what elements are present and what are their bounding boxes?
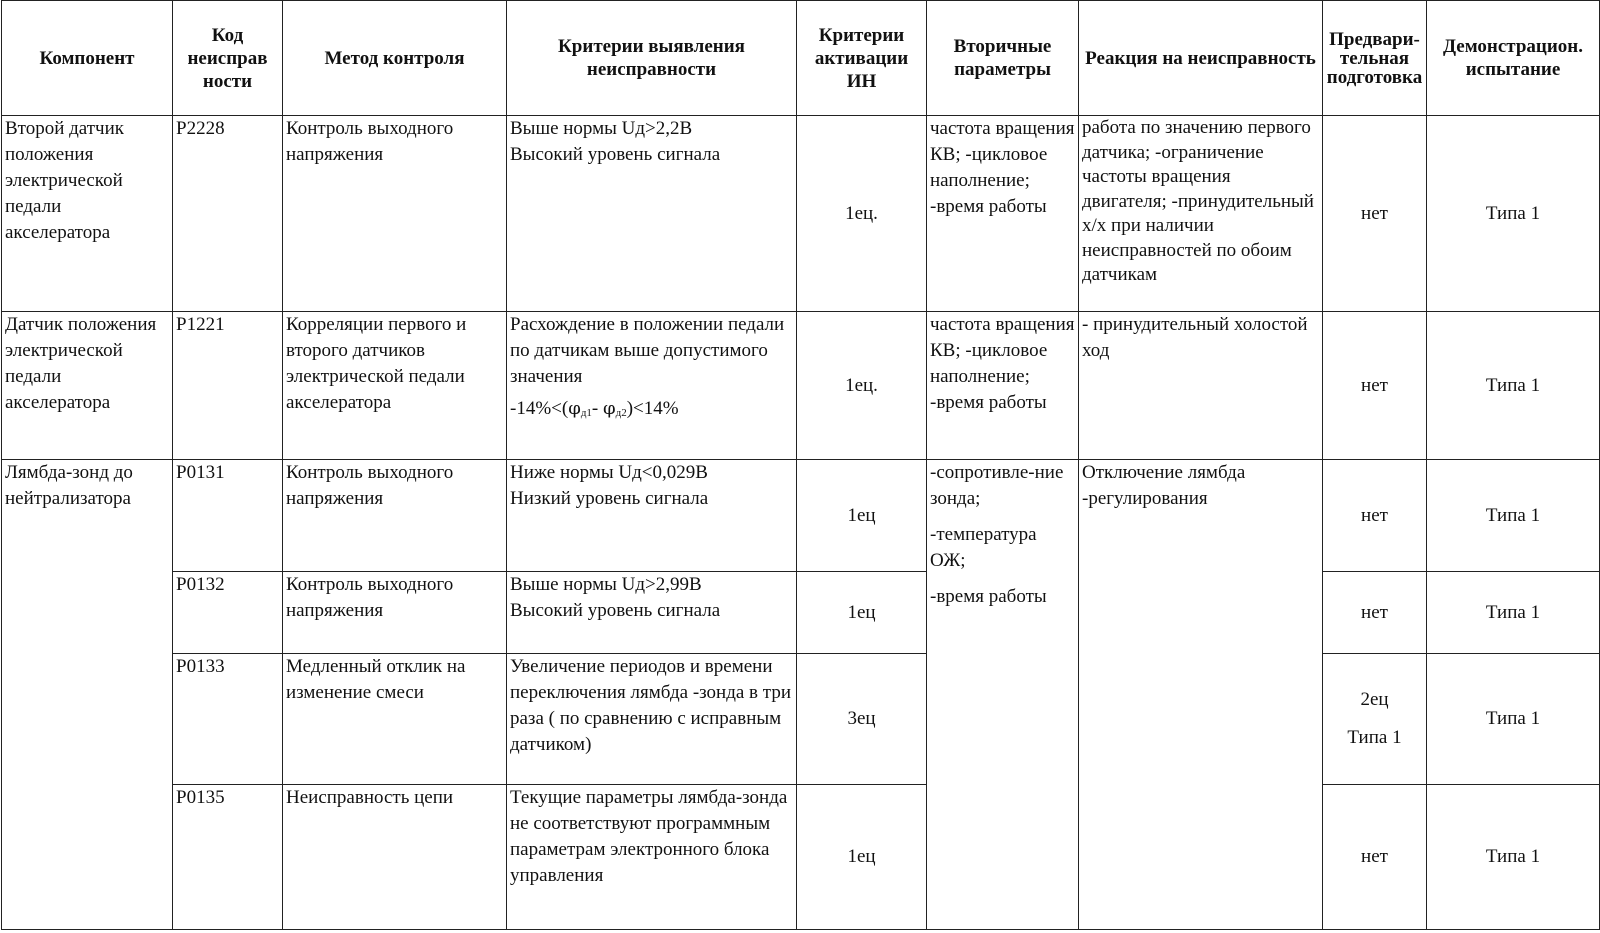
demo-cell: Типа 1 [1427,572,1600,654]
code-cell: P2228 [173,116,283,312]
header-activation: Критерии активации ИН [797,1,927,116]
table-header-row [2,1,1600,116]
demo-cell: Типа 1 [1427,116,1600,312]
prep-cell: нет [1323,572,1427,654]
table-row [2,116,1600,312]
prep-cell: нет [1323,116,1427,312]
header-reaction: Реакция на неисправность [1079,1,1323,116]
criteria-cell: Текущие параметры лямбда-зонда не соответствуют программным параметрам электронного блока управления [507,785,797,930]
component-cell: Лямбда-зонд до нейтрализатора [2,460,173,930]
criteria-cell [507,116,797,312]
criteria-formula: $-14\%<(\varphi_{д1}-$ $\varphi_{д2})<14\%$ [510,398,679,419]
criteria-cell [507,312,797,460]
code-cell: P0132 [173,572,283,654]
prep-cell: нет [1323,785,1427,930]
criteria-cell: Увеличение периодов и времени переключения лямбда -зонда в три раза ( по сравнению с исправным датчиком) [507,654,797,785]
secondary-cell: частота вращения КВ; -цикловое наполнение; -время работы [927,312,1079,460]
method-cell: Контроль выходного напряжения [283,116,507,312]
table-row [2,785,1600,930]
demo-cell: Типа 1 [1427,654,1600,785]
prep-cell: нет [1323,460,1427,572]
header-secondary: Вторичные параметры [927,1,1079,116]
table-row [2,460,1600,572]
criteria-line: Выше нормы Uд>2,99В [510,574,702,595]
demo-cell: Типа 1 [1427,460,1600,572]
fault-diagnostics-table [1,0,1600,930]
activation-cell: 1ец [797,460,927,572]
secondary-cell [927,460,1079,930]
criteria-cell [507,572,797,654]
header-prep: Предвари-тельная подготовка [1323,1,1427,116]
demo-cell: Типа 1 [1427,312,1600,460]
secondary-line: -сопротивле-ние зонда; [930,462,1064,509]
activation-cell: 1ец. [797,116,927,312]
reaction-cell: работа по значению первого датчика; -ограничение частоты вращения двигателя; -принудительный х/х при наличии неисправностей по обоим датчикам [1079,116,1323,312]
header-method: Метод контроля [283,1,507,116]
method-cell: Контроль выходного напряжения [283,460,507,572]
code-cell: P1221 [173,312,283,460]
table-row [2,654,1600,785]
activation-cell: 1ец [797,785,927,930]
component-cell: Датчик положения электрической педали акселератора [2,312,173,460]
header-code: Код неисправ ности [173,1,283,116]
criteria-line: Ниже нормы Uд<0,029В [510,462,708,483]
header-component: Компонент [2,1,173,116]
secondary-line: -время работы [930,586,1047,607]
activation-cell: 1ец [797,572,927,654]
method-cell: Корреляции первого и второго датчиков электрической педали акселератора [283,312,507,460]
reaction-cell: - принудительный холостой ход [1079,312,1323,460]
secondary-cell: частота вращения КВ; -цикловое наполнение; -время работы [927,116,1079,312]
criteria-line: Высокий уровень сигнала [510,600,721,621]
code-cell: P0135 [173,785,283,930]
criteria-line: Низкий уровень сигнала [510,488,709,509]
method-cell: Медленный отклик на изменение смеси [283,654,507,785]
activation-cell: 3ец [797,654,927,785]
prep-cell [1323,654,1427,785]
header-demo: Демонстрацион. испытание [1427,1,1600,116]
criteria-line: Выше нормы Uд>2,2В [510,118,693,139]
method-cell: Неисправность цепи [283,785,507,930]
reaction-cell: Отключение лямбда -регулирования [1079,460,1323,930]
prep-line: Типа 1 [1347,727,1402,748]
prep-line: 2ец [1360,689,1389,710]
table-row [2,572,1600,654]
method-cell: Контроль выходного напряжения [283,572,507,654]
prep-cell: нет [1323,312,1427,460]
demo-cell: Типа 1 [1427,785,1600,930]
table-row [2,312,1600,460]
criteria-cell [507,460,797,572]
secondary-line: -температура ОЖ; [930,524,1037,571]
criteria-line: Высокий уровень сигнала [510,144,721,165]
criteria-text: Расхождение в положении педали по датчикам выше допустимого значения [510,314,785,387]
component-cell: Второй датчик положения электрической педали акселератора [2,116,173,312]
code-cell: P0133 [173,654,283,785]
activation-cell: 1ец. [797,312,927,460]
header-criteria: Критерии выявления неисправности [507,1,797,116]
code-cell: P0131 [173,460,283,572]
